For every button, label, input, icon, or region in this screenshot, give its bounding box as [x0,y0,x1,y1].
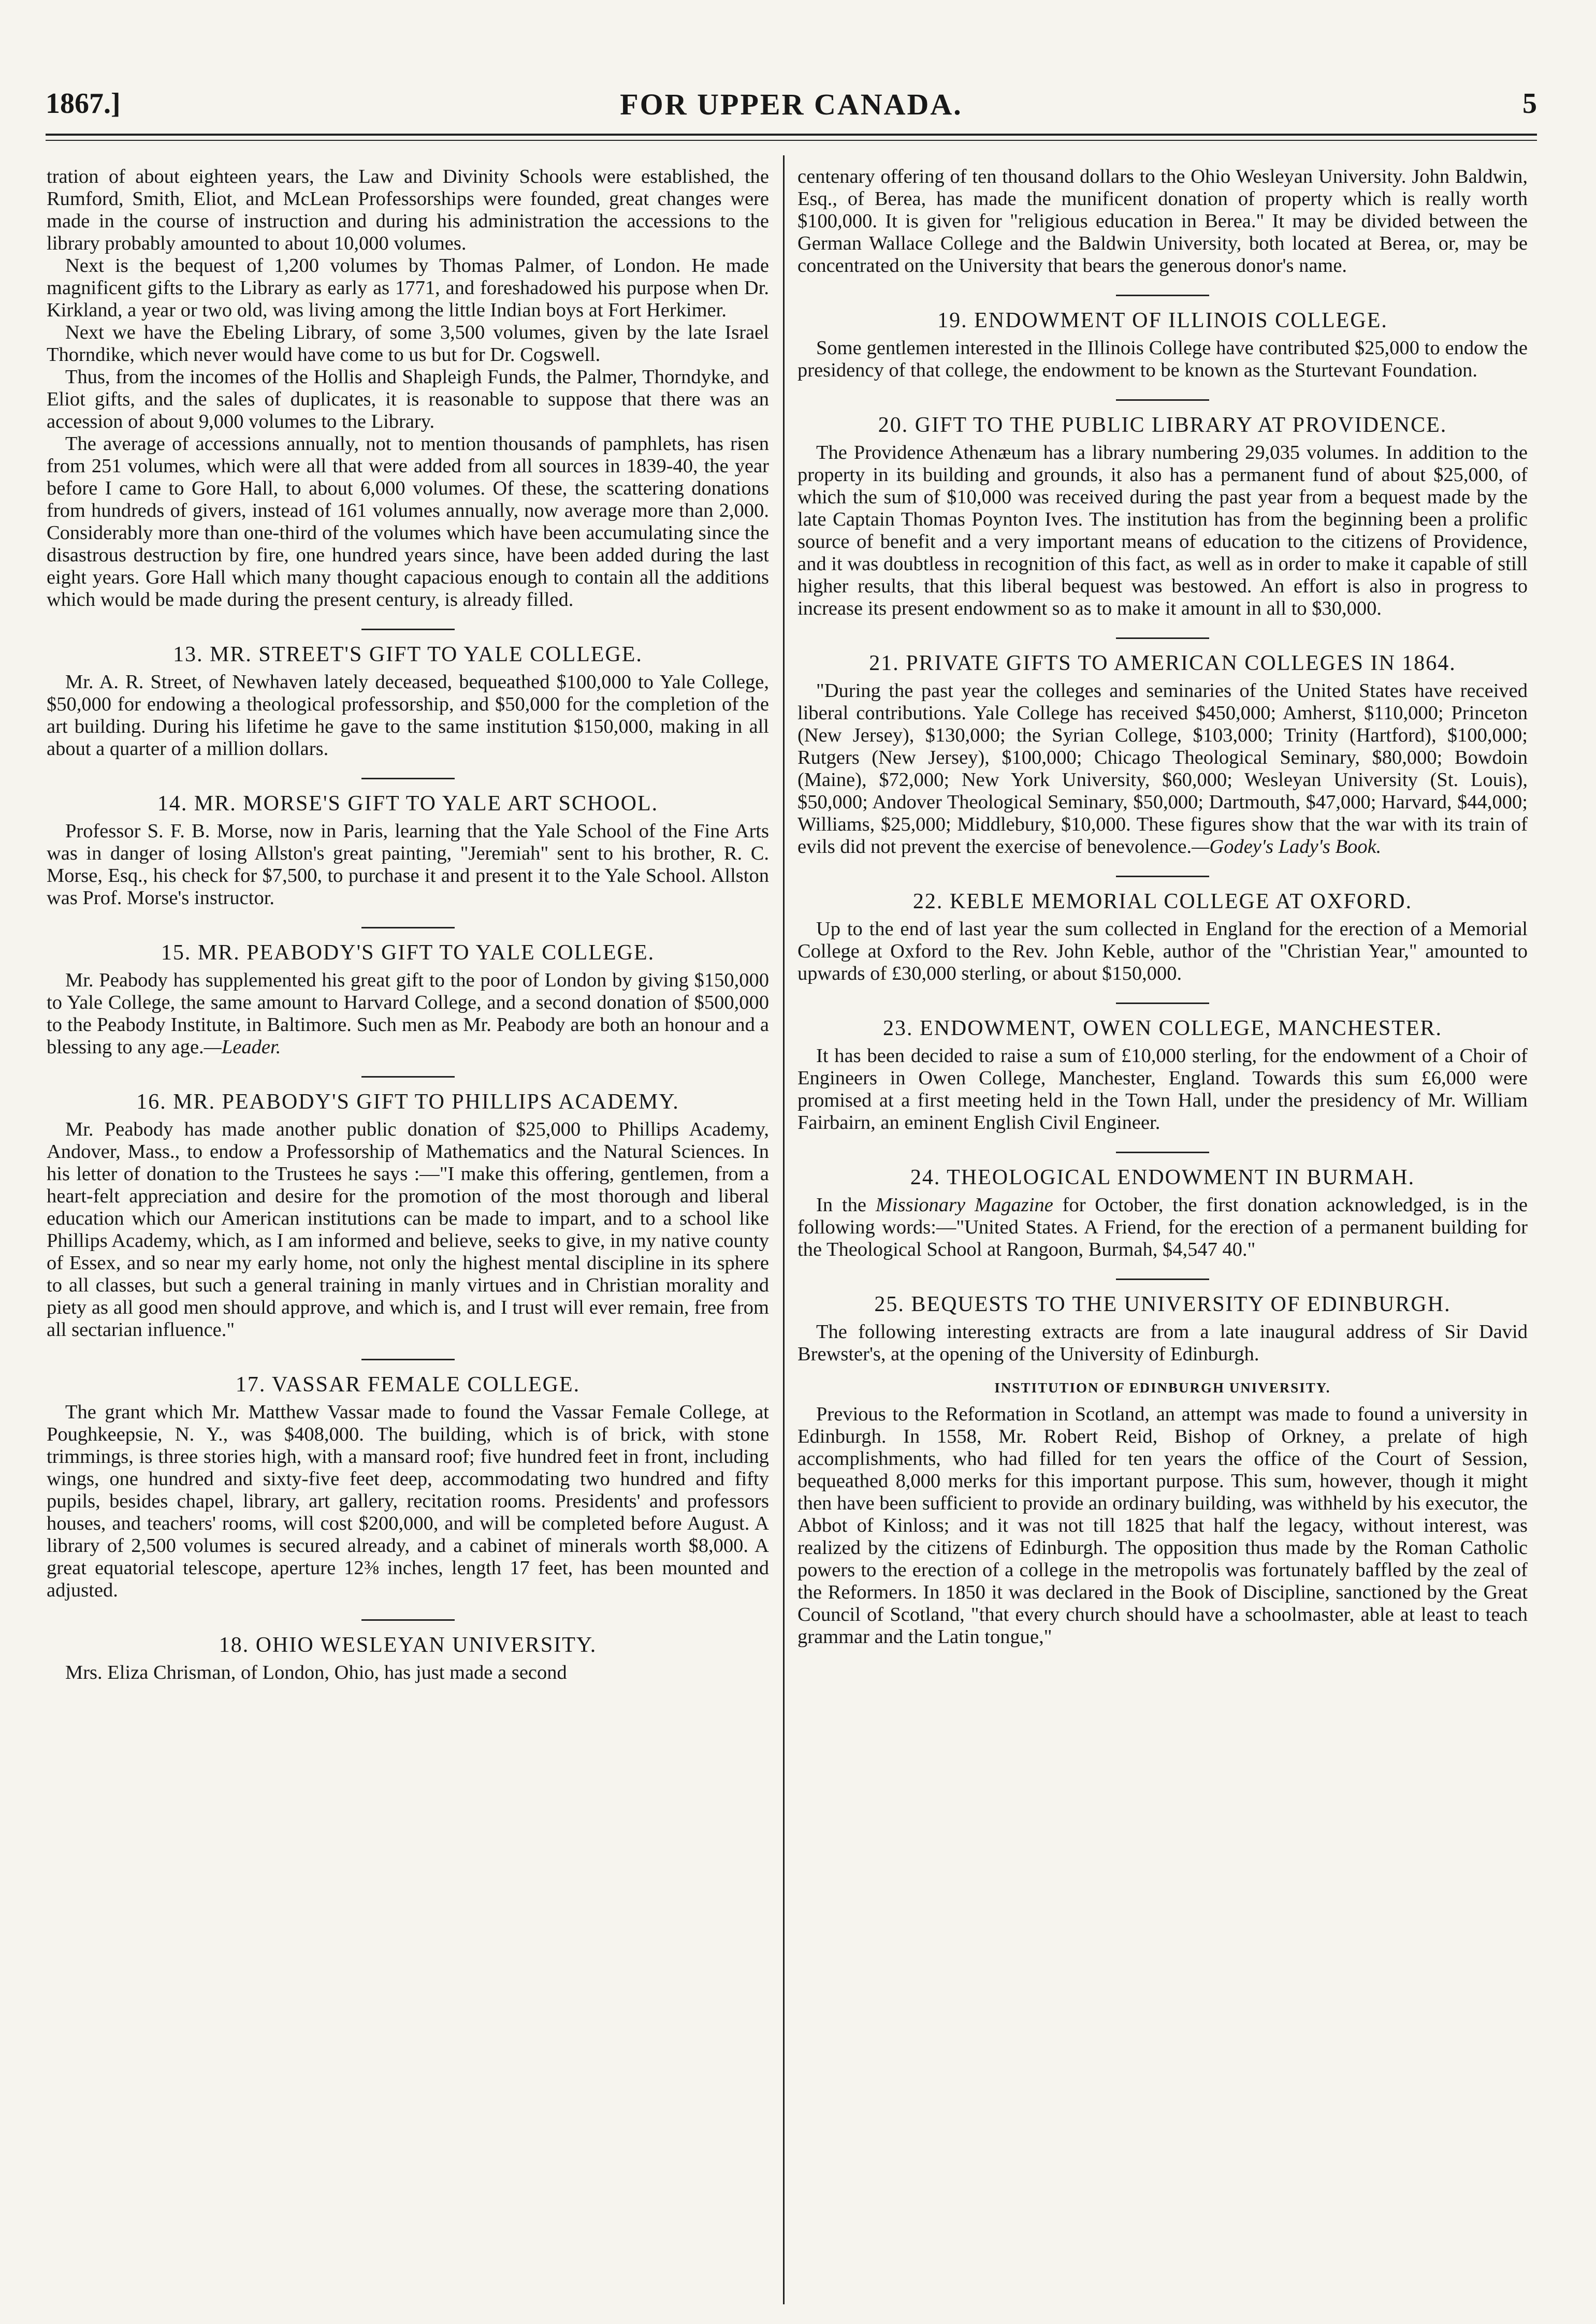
section-separator [1116,295,1209,296]
section-heading: 21. PRIVATE GIFTS TO AMERICAN COLLEGES IN 1864. [869,651,1456,675]
paragraph: Up to the end of last year the sum collected in England for the erection of a Memorial College at Oxford to the Rev. John Keble, author of the "Christian Year," amounted to upwards of £30,000 sterling, or about $150,000. [797,918,1528,984]
paragraph: Previous to the Reformation in Scotland, an attempt was made to found a university in Edinburgh. In 1558, Mr. Robert Reid, Bishop of Orkney, a prelate of high accomplishments, who had filled for ten years the office of the Court of Session, bequeathed 8,000 merks for this important purpose. This sum, however, though it might then have been sufficient to provide an ordinary building, was withheld by his executor, the Abbot of Kinloss; and it was not till 1825 that half the legacy, without interest, was realized by the citizens of Edinburgh. The opposition thus made by the Roman Catholic powers to the erection of a college in the metropolis was fortunately baffled by the zeal of the Reformers. In 1850 it was declared in the Book of Discipline, sanctioned by the Great Council of Scotland, "that every church should have a schoolmaster, able at least to teach grammar and the Latin tongue," [797,1403,1528,1648]
section-heading: 20. GIFT TO THE PUBLIC LIBRARY AT PROVIDENCE. [878,413,1447,437]
column-divider [783,155,785,2304]
section-heading: 13. MR. STREET'S GIFT TO YALE COLLEGE. [173,643,643,666]
section-separator [361,1619,455,1621]
section-separator [361,778,455,779]
paragraph: The following interesting extracts are from a late inaugural address of Sir David Brewster's, at the opening of the University of Edinburgh. [797,1321,1528,1365]
section-heading: 19. ENDOWMENT OF ILLINOIS COLLEGE. [937,309,1388,332]
paragraph: Thus, from the incomes of the Hollis and Shapleigh Funds, the Palmer, Thorndyke, and Eliot gifts, and the sales of duplicates, it is reasonable to suppose that there was an accession of about 9,000 volumes to the Library. [47,366,769,432]
paragraph: Next is the bequest of 1,200 volumes by Thomas Palmer, of London. He made magnificent gifts to the Library as early as 1771, and foreshadowed his purpose when Dr. Kirkland, a year or two old, was living among the little Indian boys at Fort Herkimer. [47,255,769,321]
subheading: INSTITUTION OF EDINBURGH UNIVERSITY. [994,1380,1331,1396]
left-column [47,166,769,1684]
section-separator [1116,1003,1209,1004]
paragraph: It has been decided to raise a sum of £10,000 sterling, for the endowment of a Choir of Engineers in Owen College, Manchester, England. Towards this sum £6,000 were promised at a first meeting held in the Town Hall, under the presidency of Mr. William Fairbairn, an eminent English Civil Engineer. [797,1045,1528,1134]
section-heading: 15. MR. PEABODY'S GIFT TO YALE COLLEGE. [161,941,655,965]
section-heading: 18. OHIO WESLEYAN UNIVERSITY. [219,1633,597,1657]
paragraph: Mr. Peabody has made another public donation of $25,000 to Phillips Academy, Andover, Mass., to endow a Professorship of Mathematics and the Natural Sciences. In his letter of donation to the Trustees he says :—"I make this offering, gentlemen, from a heart-felt appreciation and desire for the promotion of the most thorough and liberal education which our American institutions can be made to impart, and to a school like Phillips Academy, which, as I am informed and believe, seeks to give, in my native county of Essex, and so near my early home, not only the highest mental discipline in its sphere to all classes, but such a general training in manly virtues and in Christian morality and piety as all good men should approve, and which is, and I trust will ever remain, free from all sectarian influence." [47,1119,769,1341]
source-citation: —Leader. [204,1036,281,1058]
section-separator [361,927,455,928]
paragraph: Some gentlemen interested in the Illinois College have contributed $25,000 to endow the presidency of that college, the endowment to be known as the Sturtevant Foundation. [797,337,1528,381]
paragraph-text: for October, the first donation acknowledged, is in the following words:—"United States. A Friend, for the erection of a permanent building for the Theological School at Rangoon, Burmah, $4,547 40." [797,1194,1528,1260]
section-separator [1116,1279,1209,1280]
running-header [46,87,1537,128]
section-separator [361,1076,455,1078]
section-separator [1116,399,1209,401]
section-heading: 14. MR. MORSE'S GIFT TO YALE ART SCHOOL. [157,792,659,816]
source-citation: —Godey's Lady's Book. [1192,836,1382,858]
section-separator [1116,876,1209,877]
paragraph: Professor S. F. B. Morse, now in Paris, learning that the Yale School of the Fine Arts was in danger of losing Allston's great painting, "Jeremiah" sent to his brother, R. C. Morse, Esq., his check for $7,500, to purchase it and present it to the Yale School. Allston was Prof. Morse's instructor. [47,820,769,909]
paragraph: Next we have the Ebeling Library, of some 3,500 volumes, given by the late Israel Thorndike, which never would have come to us but for Dr. Cogswell. [47,322,769,366]
header-title: FOR UPPER CANADA. [620,88,963,121]
paragraph-text: "During the past year the colleges and seminaries of the United States have received liberal contributions. Yale College has received $450,000; Amherst, $110,000; Princeton (New Jersey), $130,000; the Syrian College, $103,000; Trinity (Hartford), $100,000; Rutgers (New Jersey), $100,000; Chicago Theological Seminary, $80,000; Bowdoin (Maine), $72,000; New York University, $60,000; Wesleyan University (St. Louis), $50,000; Andover Theological Seminary, $50,000; Dartmouth, $47,000; Harvard, $44,000; Williams, $25,000; Middlebury, $10,000. These figures show that the war with its train of evils did not prevent the exercise of benevolence. [797,680,1528,858]
paragraph [797,680,1528,858]
paragraph: The Providence Athenæum has a library numbering 29,035 volumes. In addition to the property in its building and grounds, it also has a permanent fund of about $25,000, of which the sum of $10,000 was received during the past year from a bequest made by the late Captain Thomas Poynton Ives. The institution has from the beginning been a prolific source of benefit and a very important means of education to the citizens of Providence, and it was doubtless in recognition of this fact, as well as in order to make it capable of still higher results, that this liberal bequest was bestowed. An effort is also in progress to increase its present endowment so as to make it amount in all to $30,000. [797,442,1528,619]
section-heading: 16. MR. PEABODY'S GIFT TO PHILLIPS ACADEMY. [136,1090,679,1114]
paragraph [797,1194,1528,1261]
paragraph: Mr. A. R. Street, of Newhaven lately deceased, bequeathed $100,000 to Yale College, $50,000 for endowing a theological professorship, and $50,000 for the completion of the art building. During his lifetime he gave to the same institution $150,000, making in all about a quarter of a million dollars. [47,671,769,760]
section-separator [1116,637,1209,639]
paragraph-text: In the [816,1194,876,1216]
paragraph: tration of about eighteen years, the Law and Divinity Schools were established, the Rumford, Smith, Eliot, and McLean Professorships were founded, great changes were made in the course of instruction and during his administration the accessions to the library probably amounted to about 10,000 volumes. [47,166,769,254]
section-separator [1116,1152,1209,1153]
paragraph: centenary offering of ten thousand dollars to the Ohio Wesleyan University. John Baldwin, Esq., of Berea, has made the munificent donation of property which is really worth $100,000. It is given for "religious education in Berea." It may be divided between the German Wallace College and the Baldwin University, both located at Berea, or, may be concentrated on the University that bears the generous donor's name. [797,166,1528,277]
section-separator [361,1359,455,1360]
header-page-number: 5 [1522,88,1537,120]
section-heading: 24. THEOLOGICAL ENDOWMENT IN BURMAH. [910,1166,1415,1189]
header-date: 1867.] [46,88,121,120]
header-rule [46,134,1537,136]
section-heading: 25. BEQUESTS TO THE UNIVERSITY OF EDINBURGH. [874,1292,1451,1316]
paragraph [47,969,769,1058]
section-heading: 17. VASSAR FEMALE COLLEGE. [235,1373,581,1397]
paragraph: Mrs. Eliza Chrisman, of London, Ohio, has just made a second [65,1662,567,1683]
header-rule-thin [46,140,1537,141]
paragraph-text: Mr. Peabody has supplemented his great gift to the poor of London by giving $150,000 to Yale College, the same amount to Harvard College, and a second donation of $500,000 to the Peabody Institute, in Baltimore. Such men as Mr. Peabody are both an honour and a blessing to any age. [47,969,769,1058]
section-heading: 22. KEBLE MEMORIAL COLLEGE AT OXFORD. [912,890,1413,913]
right-column [797,166,1528,1648]
paragraph: The grant which Mr. Matthew Vassar made to found the Vassar Female College, at Poughkeepsie, N. Y., was $408,000. The building, which is of brick, with stone trimmings, is three stories high, with a mansard roof; five hundred feet in front, including wings, one hundred and sixty-five feet deep, accommodating two hundred and fifty pupils, besides chapel, library, art gallery, recitation rooms. Presidents' and professors houses, and teachers' rooms, will cost $200,000, and will be completed before August. A library of 2,500 volumes is secured already, and a cabinet of minerals worth $8,000. A great equatorial telescope, aperture 12⅜ inches, length 17 feet, has been mounted and adjusted. [47,1401,769,1601]
magazine-title: Missionary Magazine [875,1194,1053,1216]
paragraph: The average of accessions annually, not to mention thousands of pamphlets, has risen from 251 volumes, which were all that were added from all sources in 1839-40, the year before I came to Gore Hall, to about 6,000 volumes. Of these, the scattering donations from hundreds of givers, instead of 161 volumes annually, now average more than 2,000. Considerably more than one-third of the volumes which have been accumulating since the disastrous destruction by fire, one hundred years since, have been added during the last eight years. Gore Hall which many thought capacious enough to contain all the additions which would be made during the present century, is already filled. [47,433,769,611]
section-heading: 23. ENDOWMENT, OWEN COLLEGE, MANCHESTER. [882,1016,1443,1040]
section-separator [361,629,455,630]
